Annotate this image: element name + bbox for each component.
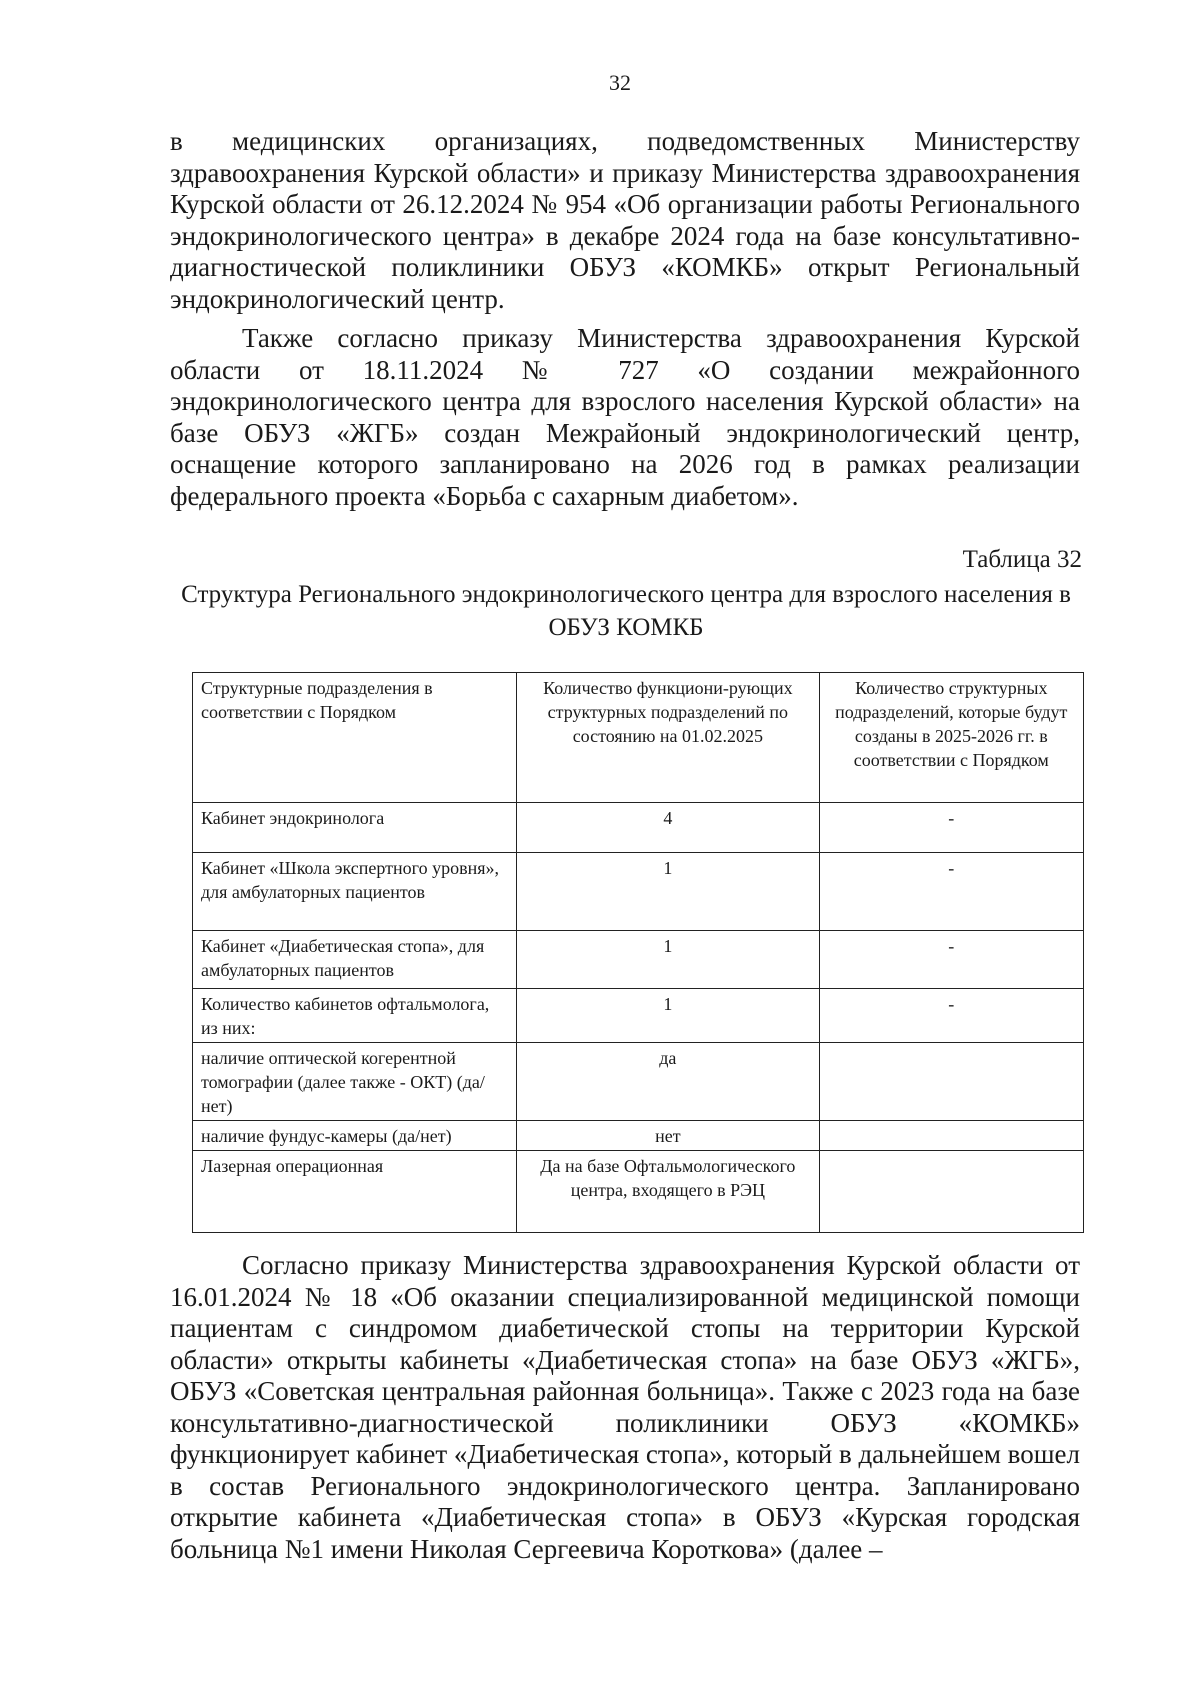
table-row [193,1121,1084,1151]
table-cell: 4 [517,803,819,853]
table-cell: Кабинет эндокринолога [193,803,517,853]
table-row [193,853,1084,931]
table-cell: Лазерная операционная [193,1151,517,1233]
table-header-cell: Количество структурных подразделений, которые будут созданы в 2025-2026 гг. в соответствии с Порядком [819,673,1083,803]
table-header-cell: Структурные подразделения в соответствии с Порядком [193,673,517,803]
table-cell [819,1151,1083,1233]
table-cell: 1 [517,989,819,1043]
table-cell: нет [517,1121,819,1151]
table-row [193,931,1084,989]
page-number: 32 [609,70,631,95]
table-cell: 1 [517,853,819,931]
table-cell: Кабинет «Диабетическая стопа», для амбулаторных пациентов [193,931,517,989]
table-cell: да [517,1043,819,1121]
table-header-cell: Количество функциони-рующих структурных подразделений по состоянию на 01.02.2025 [517,673,819,803]
table-label: Таблица 32 [962,546,1082,573]
table-cell: Кабинет «Школа экспертного уровня», для амбулаторных пациентов [193,853,517,931]
table-cell: - [819,931,1083,989]
table-row [193,1151,1084,1233]
table-cell: 1 [517,931,819,989]
paragraph-1: в медицинских организациях, подведомственных Министерству здравоохранения Курской области» и приказу Министерства здравоохранения Курской области от 26.12.2024 № 954 «Об организации работы Регионального эндокринологического центра» в декабре 2024 года на базе консультативно-диагностической поликлиники ОБУЗ «КОМКБ» открыт Региональный эндокринологический центр. [170,126,1080,314]
table-cell: наличие фундус-камеры (да/нет) [193,1121,517,1151]
table-row [193,803,1084,853]
table-cell: Да на базе Офтальмологического центра, входящего в РЭЦ [517,1151,819,1233]
paragraph-3: Согласно приказу Министерства здравоохранения Курской области от 16.01.2024 № 18 «Об оказании специализированной медицинской помощи пациентам с синдромом диабетической стопы на территории Курской области» открыты кабинеты «Диабетическая стопа» на базе ОБУЗ «ЖГБ», ОБУЗ «Советская центральная районная больница». Также с 2023 года на базе консультативно-диагностической поликлиники ОБУЗ «КОМКБ» функционирует кабинет «Диабетическая стопа», который в дальнейшем вошел в состав Регионального эндокринологического центра. Запланировано открытие кабинета «Диабетическая стопа» в ОБУЗ «Курская городская больница №1 имени Николая Сергеевича Короткова» (далее – [170,1250,1080,1564]
table-header-row [193,673,1084,803]
structure-table [192,672,1084,1233]
table-row [193,1043,1084,1121]
table-cell [819,1043,1083,1121]
table-cell: - [819,803,1083,853]
table-cell [819,1121,1083,1151]
paragraph-2: Также согласно приказу Министерства здравоохранения Курской области от 18.11.2024 № 727 «О создании межрайонного эндокринологического центра для взрослого населения Курской области» на базе ОБУЗ «ЖГБ» создан Межрайоный эндокринологический центр, оснащение которого запланировано на 2026 год в рамках реализации федерального проекта «Борьба с сахарным диабетом». [170,323,1080,511]
table-cell: наличие оптической когерентной томографии (далее также - ОКТ) (да/нет) [193,1043,517,1121]
table-cell: - [819,853,1083,931]
table-cell: Количество кабинетов офтальмолога, из них: [193,989,517,1043]
table-row [193,989,1084,1043]
table-title: Структура Регионального эндокринологического центра для взрослого населения в ОБУЗ КОМКБ [181,581,1071,641]
table-cell: - [819,989,1083,1043]
